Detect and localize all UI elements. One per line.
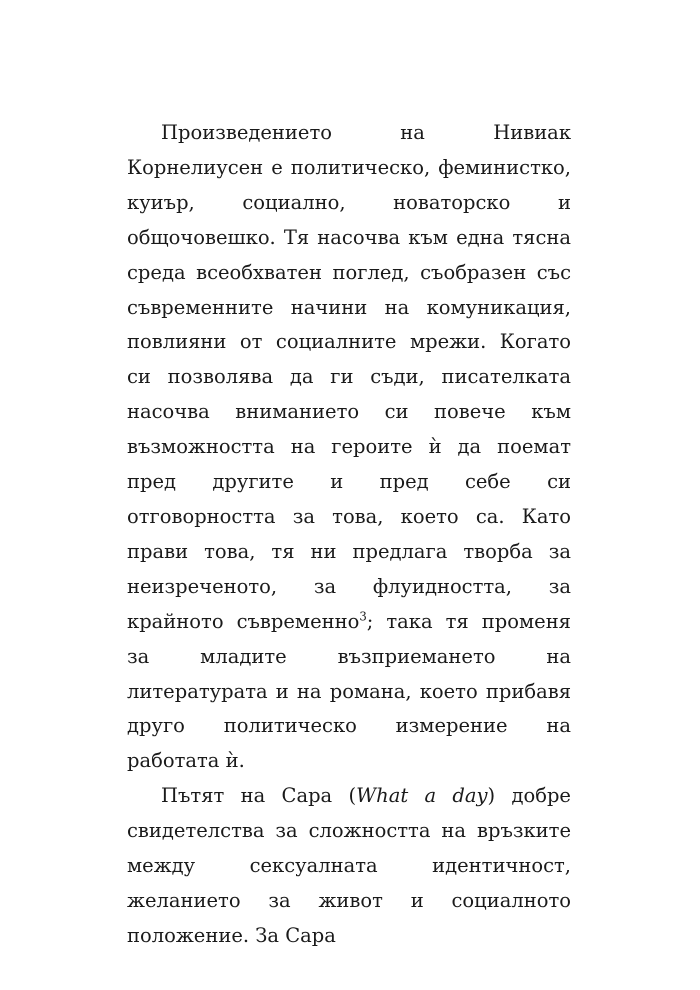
paragraph-1	[127, 116, 571, 779]
paragraph-1-text: Произведението на Нивиак Корнелиусен е политическо, феминистко, куиър, социално, новаторско и общочовешко. Тя насочва към една тясна среда всеобхватен поглед, съобразен със съвременните начини на комуникация, повлияни от социалните мрежи. Когато си позволява да ги съди, писателката насочва вниманието си повече към възможността на героите ѝ да поемат пред другите и пред себе си отговорността за това, което са. Като прави това, тя ни предлага творба за неизреченото, за флуидността, за крайното съвременно	[127, 121, 571, 633]
paragraph-1-text-continued: ; така тя променя за младите възприемането на литературата и на романа, което прибавя друго политическо измерение на работата ѝ.	[127, 609, 571, 773]
paragraph-2	[127, 779, 571, 954]
book-title: What a day	[356, 784, 488, 808]
body-text	[127, 116, 571, 954]
footnote-marker: 3	[359, 609, 367, 624]
paragraph-2-text-continued: ) добре свидетелства за сложността на връзките между сексуалната идентичност, желанието за живот и социалното положение. За Сара	[127, 784, 571, 947]
paragraph-2-text: Пътят на Сара (	[161, 784, 357, 808]
